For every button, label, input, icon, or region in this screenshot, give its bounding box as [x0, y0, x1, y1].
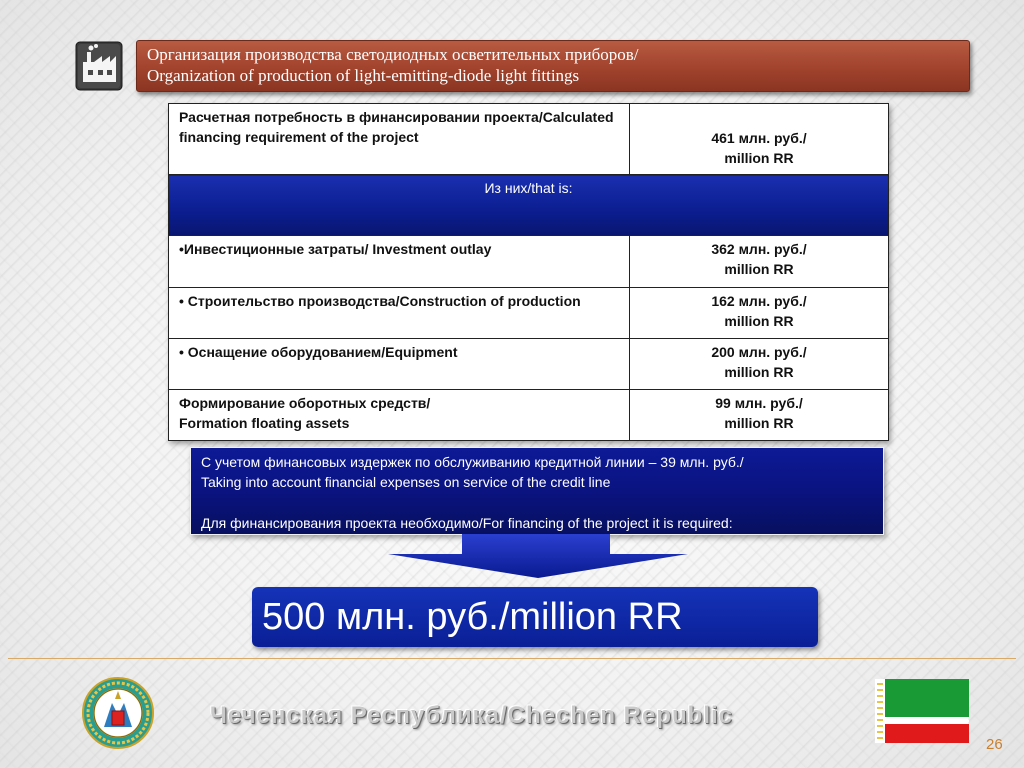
value-line2: million RR — [724, 312, 794, 329]
chechen-flag-icon — [875, 679, 969, 743]
row-label: • Строительство производства/Construction of production — [169, 287, 630, 338]
note-line: Для финансирования проекта необходимо/For financing of the project it is required: — [201, 515, 733, 531]
value-line1: 362 млн. руб./ — [711, 241, 807, 258]
table-row — [169, 389, 889, 440]
table-row — [169, 236, 889, 287]
value-line2: million RR — [724, 363, 794, 380]
note-line: Taking into account financial expenses on service of the credit line — [201, 474, 611, 490]
value-line2: million RR — [724, 414, 794, 431]
value-line1: 162 млн. руб./ — [711, 292, 807, 309]
down-arrow-icon — [388, 534, 688, 578]
requirement-value — [630, 104, 889, 175]
financing-table — [168, 103, 889, 441]
row-value — [630, 389, 889, 440]
note-line: С учетом финансовых издержек по обслуживанию кредитной линии – 39 млн. руб./ — [201, 454, 744, 470]
label-line1: Формирование оборотных средств/ — [179, 394, 431, 411]
table-row — [169, 338, 889, 389]
coat-of-arms-icon — [82, 677, 154, 749]
row-label: • Оснащение оборудованием/Equipment — [169, 338, 630, 389]
slide-title-en: Organization of production of light-emitting-diode light fittings — [147, 66, 580, 85]
label-line2: Formation floating assets — [179, 414, 350, 431]
page-number: 26 — [986, 736, 1003, 753]
value-line2: million RR — [724, 261, 794, 278]
value-line1: 99 млн. руб./ — [715, 394, 803, 411]
table-row-requirement — [169, 104, 889, 175]
table-row — [169, 287, 889, 338]
footer-divider — [8, 658, 1016, 659]
row-label: •Инвестиционные затраты/ Investment outlay — [169, 236, 630, 287]
table-subheader-row — [169, 175, 889, 236]
value-line1: 200 млн. руб./ — [711, 343, 807, 360]
row-value — [630, 338, 889, 389]
value-line2: million RR — [724, 150, 794, 166]
requirement-label: Расчетная потребность в финансировании проекта/Calculated financing requirement of the project — [169, 104, 630, 175]
notes-box — [190, 447, 884, 535]
total-result: 500 млн. руб./million RR — [252, 587, 818, 647]
footer-title: Чеченская Республика/Chechen Republic — [210, 702, 734, 729]
row-value — [630, 287, 889, 338]
slide-title-bar — [136, 40, 970, 92]
value-line1: 461 млн. руб./ — [711, 130, 807, 146]
slide-title-ru: Организация производства светодиодных осветительных приборов/ — [147, 45, 639, 64]
factory-icon — [74, 40, 124, 92]
row-label — [169, 389, 630, 440]
row-value — [630, 236, 889, 287]
table-subheader: Из них/that is: — [169, 175, 889, 236]
